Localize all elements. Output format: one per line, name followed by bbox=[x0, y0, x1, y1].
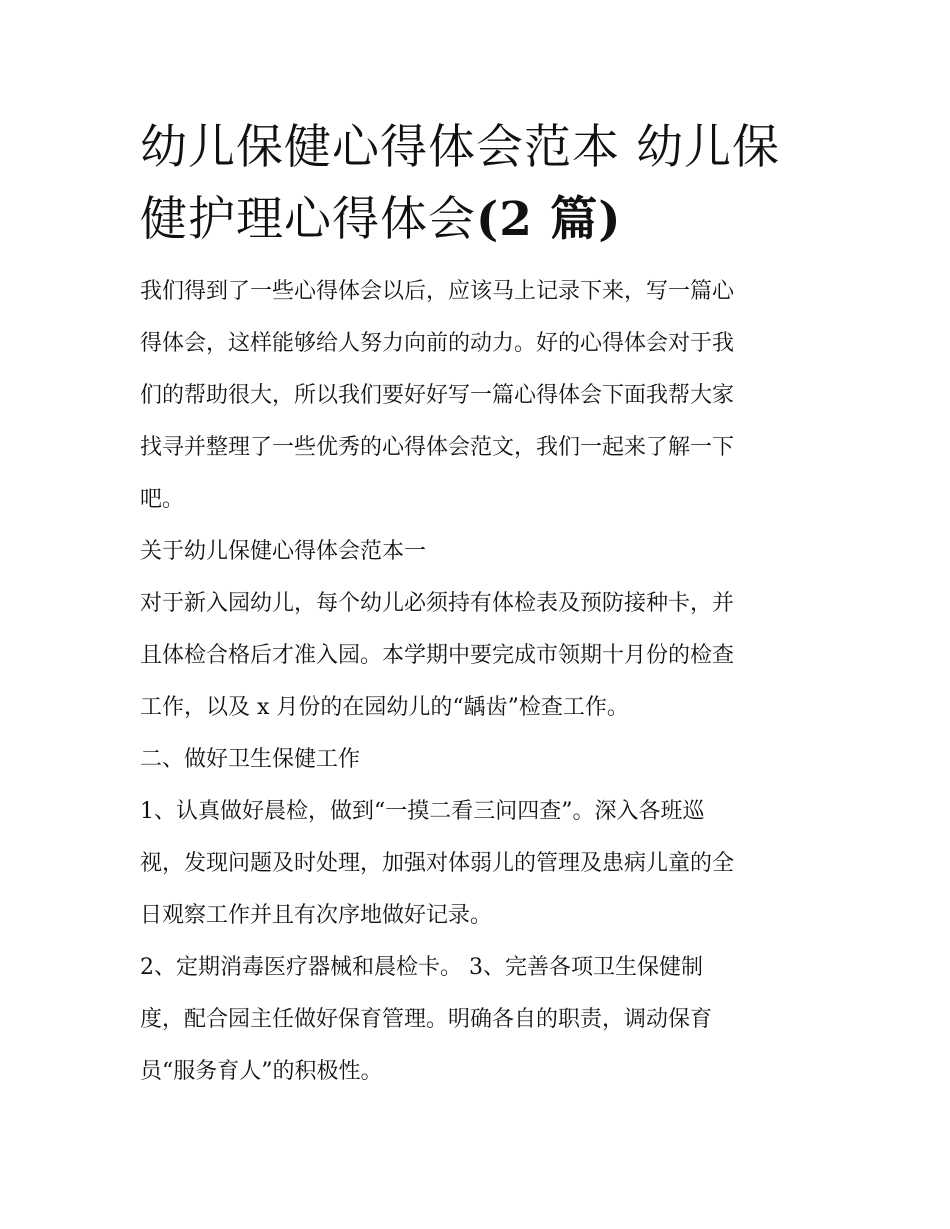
item-2-3-line: 2、定期消毒医疗器械和晨检卡。 3、完善各项卫生保健制 bbox=[140, 955, 703, 980]
intro-line: 得体会，这样能够给人努力向前的动力。好的心得体会对于我 bbox=[140, 331, 735, 356]
enrollment-line: 且体检合格后才准入园。本学期中要完成市领期十月份的检查 bbox=[140, 643, 735, 668]
intro-paragraph bbox=[140, 266, 812, 526]
item-2-3-line: 度，配合园主任做好保育管理。明确各自的职责，调动保育 bbox=[140, 1007, 713, 1032]
intro-line: 我们得到了一些心得体会以后，应该马上记录下来，写一篇心 bbox=[140, 279, 735, 304]
intro-line: 吧。 bbox=[140, 487, 185, 512]
item-2-3-line: 员“服务育人”的积极性。 bbox=[140, 1059, 383, 1084]
enrollment-line: 工作，以及 x 月份的在园幼儿的“龋齿”检查工作。 bbox=[140, 695, 629, 720]
subheading-health-work: 二、做好卫生保健工作 bbox=[140, 747, 361, 772]
document-title bbox=[140, 112, 812, 256]
intro-line: 们的帮助很大，所以我们要好好写一篇心得体会下面我帮大家 bbox=[140, 383, 735, 408]
item-1-line: 日观察工作并且有次序地做好记录。 bbox=[140, 903, 493, 928]
section-heading: 关于幼儿保健心得体会范本一 bbox=[140, 539, 427, 564]
document-body bbox=[140, 112, 812, 1098]
intro-line: 找寻并整理了一些优秀的心得体会范文，我们一起来了解一下 bbox=[140, 435, 735, 460]
item-1-line: 视，发现问题及时处理，加强对体弱儿的管理及患病儿童的全 bbox=[140, 851, 735, 876]
item-2-3-paragraph bbox=[140, 942, 812, 1098]
title-count: (2 篇) bbox=[476, 192, 622, 247]
enrollment-line: 对于新入园幼儿，每个幼儿必须持有体检表及预防接种卡，并 bbox=[140, 591, 735, 616]
title-line-2: 健护理心得体会(2 篇) bbox=[140, 192, 622, 247]
item-1-paragraph bbox=[140, 786, 812, 942]
item-1-line: 1、认真做好晨检，做到“一摸二看三问四查”。深入各班巡 bbox=[140, 799, 705, 824]
enrollment-paragraph bbox=[140, 578, 812, 734]
title-line-1: 幼儿保健心得体会范本 幼儿保 bbox=[140, 120, 780, 175]
